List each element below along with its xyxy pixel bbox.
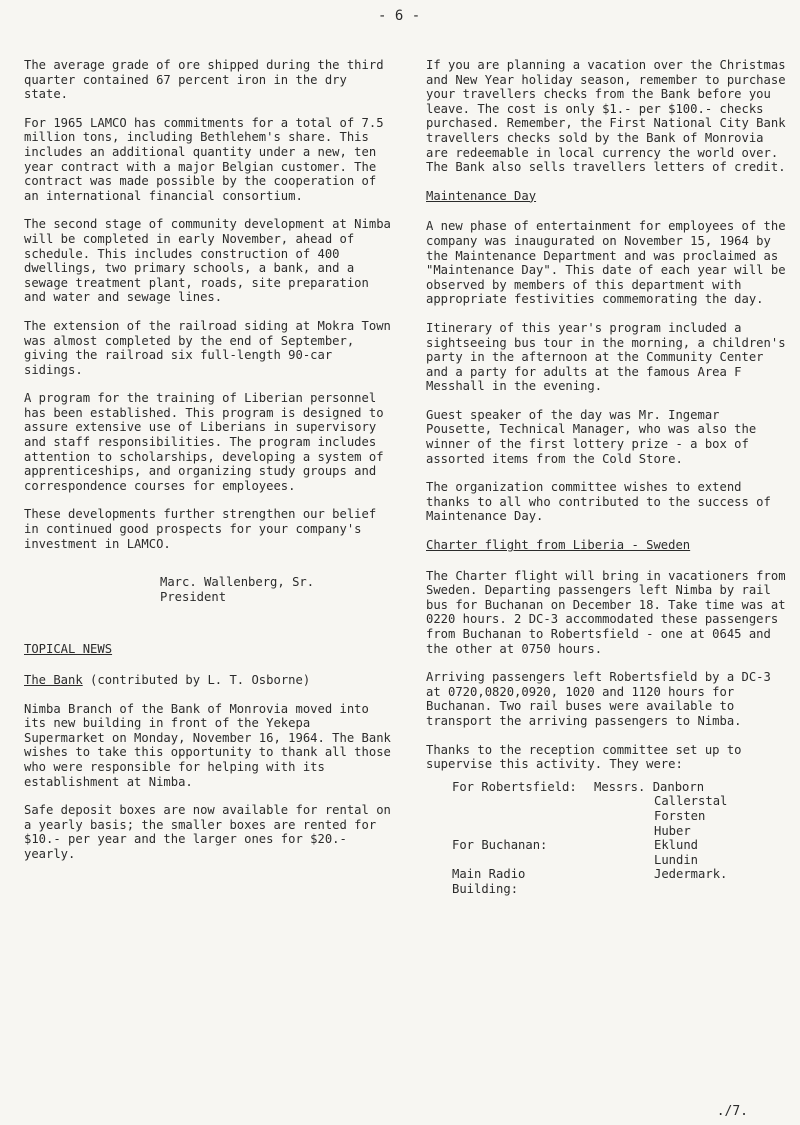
signature-name: Marc. Wallenberg, Sr.: [160, 575, 315, 590]
bank-heading-line: [24, 673, 396, 688]
committee-row: [426, 867, 790, 896]
paragraph-safe-deposit: Safe deposit boxes are now available for rental on a yearly basis; the smaller boxes are rented for $10.- per year and the larger ones for $20.- yearly.: [24, 803, 391, 861]
committee-list: [426, 780, 790, 897]
committee-name: Callerstal: [654, 794, 728, 809]
committee-label: For Buchanan:: [452, 838, 548, 853]
bank-credit: (contributed by L. T. Osborne): [82, 673, 311, 687]
maintenance-day-heading: Maintenance Day: [426, 188, 537, 203]
page-number: - 6 -: [378, 8, 421, 24]
committee-label: For Robertsfield:: [452, 779, 577, 794]
paragraph-community-development: The second stage of community development at Nimba will be completed in early November, ahead of schedule. This includes construction of 400 dwellings, two primary schools, a bank, and a sewage treatment plant, roads, site preparation and water and sewage lines.: [24, 217, 391, 305]
committee-name: Eklund: [654, 838, 699, 853]
paragraph-commitments: For 1965 LAMCO has commitments for a total of 7.5 million tons, including Bethlehem's share. This includes an additional quantity under a new, ten year contract with a major Belgian customer. The contract was made possible by the cooperation of an international financial consortium.: [24, 115, 384, 203]
paragraph-ore-grade: The average grade of ore shipped during the third quarter contained 67 percent iron in the dry state.: [24, 58, 384, 102]
paragraph-itinerary: Itinerary of this year's program included a sightseeing bus tour in the morning, a children's party in the afternoon at the Community Center and a party for adults at the famous Area F Messhall in the evening.: [426, 320, 786, 394]
paragraph-guest-speaker: Guest speaker of the day was Mr. Ingemar Pousette, Technical Manager, who was also the winner of the first lottery prize - a box of assorted items from the Cold Store.: [426, 407, 757, 466]
committee-names: [594, 867, 727, 896]
paragraph-organization-committee: The organization committee wishes to extend thanks to all who contributed to the success of Maintenance Day.: [426, 480, 771, 524]
bank-heading: The Bank: [24, 673, 83, 687]
topical-news-heading: TOPICAL NEWS: [24, 642, 113, 657]
committee-row: [426, 780, 790, 838]
paragraph-travellers-checks: If you are planning a vacation over the Christmas and New Year holiday season, remember to purchase your travellers checks from the Bank before you leave. The cost is only $1.- per $100.- checks purchased. Remember, the First National City Bank travellers checks sold by the Bank of Monrovia are redeemable in local currency the world over. The Bank also sells travellers letters of credit.: [426, 58, 786, 175]
paragraph-training-program: A program for the training of Liberian personnel has been established. This program is designed to assure extensive use of Liberians in supervisory and staff responsibilities. The program includes attention to scholarships, developing a system of apprenticeships, and organizing study groups and correspondence courses for employees.: [24, 391, 384, 493]
committee-name: Huber: [654, 823, 691, 838]
committee-name: Forsten: [654, 808, 706, 823]
signature-title: President: [160, 589, 227, 604]
paragraph-maintenance-day: A new phase of entertainment for employees of the company was inaugurated on November 15, 1964 by the Maintenance Department and was proclaimed as "Maintenance Day". This date of each year will be observed by members of this department with appropriate festivities commemorating the day.: [426, 219, 786, 307]
committee-name: Jedermark.: [654, 867, 728, 882]
committee-name: Messrs. Danborn: [594, 779, 705, 794]
paragraph-bank-moved: Nimba Branch of the Bank of Monrovia moved into its new building in front of the Yekepa Supermarket on Monday, November 16, 1964. The Bank wishes to take this opportunity to thank all those who were responsible for helping with its establishment at Nimba.: [24, 701, 391, 789]
committee-row: [426, 838, 790, 867]
right-column: [426, 58, 790, 897]
committee-label: Main Radio Building:: [452, 867, 526, 896]
paragraph-prospects: These developments further strengthen our belief in continued good prospects for your company's investment in LAMCO.: [24, 507, 377, 551]
committee-names: [594, 780, 727, 838]
paragraph-arriving-passengers: Arriving passengers left Robertsfield by a DC-3 at 0720,0820,0920, 1020 and 1120 hours for Buchanan. Two rail buses were available to transport the arriving passengers to Nimba.: [426, 670, 771, 728]
paragraph-charter-flight: The Charter flight will bring in vacationers from Sweden. Departing passengers left Nimba by rail bus for Buchanan on December 18. Take time was at 0220 hours. 2 DC-3 accommodated these passengers from Buchanan to Robertsfield - one at 0645 and the other at 0750 hours.: [426, 568, 786, 656]
charter-flight-heading: Charter flight from Liberia - Sweden: [426, 538, 691, 553]
paragraph-railroad-siding: The extension of the railroad siding at Mokra Town was almost completed by the end of September, giving the railroad six full-length 90-car sidings.: [24, 318, 391, 377]
committee-name: Lundin: [654, 852, 699, 867]
paragraph-thanks: Thanks to the reception committee set up to supervise this activity. They were:: [426, 742, 742, 772]
committee-names: [594, 838, 698, 867]
signature-block: [160, 575, 396, 604]
left-column: [24, 58, 396, 876]
continuation-mark: ./7.: [716, 1104, 748, 1119]
